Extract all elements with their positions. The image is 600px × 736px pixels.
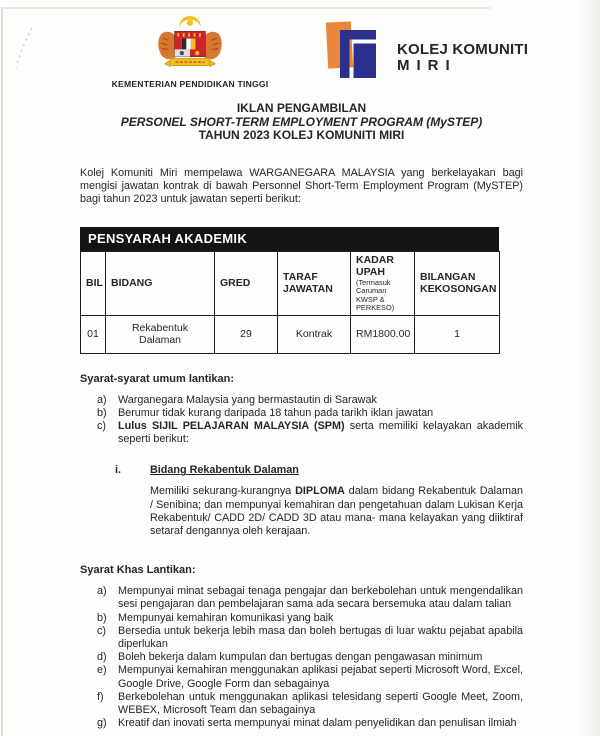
- list-item-label: c): [97, 419, 106, 432]
- vacancy-table: [80, 227, 499, 354]
- list-item-text: Mempunyai kemahiran komunikasi yang baik: [118, 611, 334, 624]
- title-line-1: IKLAN PENGAMBILAN: [236, 101, 367, 115]
- vacancy-table-header-row: [81, 251, 500, 315]
- college-name: [397, 28, 528, 74]
- field-body-bold: DIPLOMA: [295, 485, 345, 498]
- cell-gred: 29: [215, 315, 278, 353]
- list-item-text: Mempunyai kemahiran menggunakan aplikasi pejabat seperti Microsoft Word, Excel, Google Drive, Google Form dan sebagainya: [118, 664, 523, 690]
- list-item-text: Kreatif dan inovati serta mempunyai minat dalam penyelidikan dan penulisan ilmiah: [118, 717, 517, 730]
- list-item-label: d): [97, 651, 107, 664]
- list-item: [97, 585, 523, 611]
- vacancy-table-grid: [80, 251, 500, 354]
- college-name-line1: KOLEJ KOMUNITI: [397, 41, 529, 59]
- vacancy-table-row: [81, 315, 500, 353]
- intro-paragraph: Kolej Komuniti Miri mempelawa WARGANEGARA MALAYSIA yang berkelayakan bagi mengisi jawatan kontrak di bawah Personnel Short-Term Employment Program (MySTEP) bagi tahun 2023 untuk jawatan seperti berikut:: [80, 166, 523, 205]
- list-item: [97, 625, 523, 651]
- list-item-text: Bersedia untuk bekerja lebih masa dan boleh bertugas di luar waktu pejabat apabila diperlukan: [118, 624, 523, 650]
- cell-bidang: Rekabentuk Dalaman: [106, 315, 215, 353]
- field-requirement-heading-row: [115, 464, 523, 476]
- list-item-bold-text: Lulus SIJIL PELAJARAN MALAYSIA (SPM): [118, 419, 345, 432]
- col-header-bidang: BIDANG: [106, 251, 215, 315]
- field-requirement-heading: Bidang Rekabentuk Dalaman: [150, 464, 299, 477]
- kadar-upah-note: (Termasuk Caruman KWSP & PERKESO): [356, 277, 395, 312]
- list-item-text: Berumur tidak kurang daripada 18 tahun pada tarikh iklan jawatan: [118, 406, 434, 419]
- list-item: [97, 717, 523, 730]
- list-item-label: a): [97, 393, 107, 406]
- list-item-label: e): [97, 664, 107, 677]
- list-item: [97, 612, 523, 625]
- field-body-before: Memiliki sekurang-kurangnya: [150, 485, 296, 498]
- list-item: [97, 651, 523, 664]
- list-item: [97, 394, 523, 407]
- general-requirements-heading: Syarat-syarat umum lantikan:: [80, 372, 235, 385]
- list-item-label: c): [97, 624, 106, 637]
- list-item-text: Berkebolehan untuk menggunakan aplikasi telesidang seperti Google Meet, Zoom, WEBEX, Microsoft Team dan sebagainya: [118, 690, 523, 716]
- malaysia-coat-of-arms-icon: [148, 16, 232, 72]
- list-item: [97, 691, 523, 717]
- cell-taraf: Kontrak: [278, 315, 351, 353]
- col-header-gred: GRED: [215, 251, 278, 315]
- scan-scratch-artifact: [6, 22, 42, 82]
- document-header: [0, 0, 600, 89]
- general-requirements-list: [97, 394, 523, 447]
- document-title: [80, 102, 523, 143]
- list-item-label: b): [97, 611, 107, 624]
- list-item-tail-text: serta memiliki kelayakan akademik seperti berikut:: [118, 419, 523, 446]
- list-item: [97, 407, 523, 420]
- list-item-label: g): [97, 717, 107, 730]
- list-item-text: Boleh bekerja dalam kumpulan dan bertugas dengan pengawasan minimum: [118, 651, 483, 664]
- field-requirement-index: i.: [115, 464, 121, 477]
- cell-bilangan: 1: [415, 315, 500, 353]
- title-line-2: PERSONEL SHORT-TERM EMPLOYMENT PROGRAM (MySTEP): [120, 114, 483, 129]
- cell-bil: 01: [81, 315, 106, 353]
- list-item-text: Warganegara Malaysia yang bermastautin di Sarawak: [118, 393, 377, 406]
- list-item-label: b): [97, 406, 107, 419]
- col-header-bil: BIL: [81, 251, 106, 315]
- title-line-3: TAHUN 2023 KOLEJ KOMUNITI MIRI: [198, 128, 405, 142]
- list-item: [97, 664, 523, 690]
- kadar-upah-label: KADAR UPAH: [356, 253, 394, 278]
- field-requirement-body: [150, 485, 523, 538]
- college-name-line2: MIRI: [397, 57, 457, 74]
- list-item-text: Mempunyai minat sebagai tenaga pengajar dan berkebolehan untuk mengendalikan sesi pengajaran dan pembelajaran sama ada secara bersemuka atau dalam talian: [118, 585, 523, 611]
- list-item: [97, 420, 523, 446]
- special-requirements-list: [97, 585, 523, 730]
- field-body-after: dalam bidang Rekabentuk Dalaman / Senibina; dan mempunyai kemahiran dan pengetahuan dalam Lukisan Kerja Rekabentuk/ CADD 2D/ CADD 3D atau mana- mana kelayakan yang diiktiraf setaraf dengannya oleh kerajaan.: [150, 485, 523, 537]
- vacancy-table-caption: PENSYARAH AKADEMIK: [80, 227, 499, 251]
- special-requirements-heading: Syarat Khas Lantikan:: [80, 564, 196, 577]
- col-header-taraf-jawatan: TARAF JAWATAN: [278, 251, 351, 315]
- college-logo-icon: [324, 20, 390, 82]
- ministry-name-label: KEMENTERIAN PENDIDIKAN TINGGI: [111, 79, 269, 89]
- col-header-kadar-upah: [351, 251, 415, 315]
- list-item-label: a): [97, 585, 107, 598]
- college-logo-block: [324, 16, 528, 82]
- ministry-block: [102, 16, 278, 89]
- list-item-text: [118, 420, 523, 446]
- list-item-label: f): [97, 690, 104, 703]
- col-header-bilangan-kekosongan: BILANGAN KEKOSONGAN: [415, 251, 500, 315]
- cell-kadar: RM1800.00: [351, 315, 415, 353]
